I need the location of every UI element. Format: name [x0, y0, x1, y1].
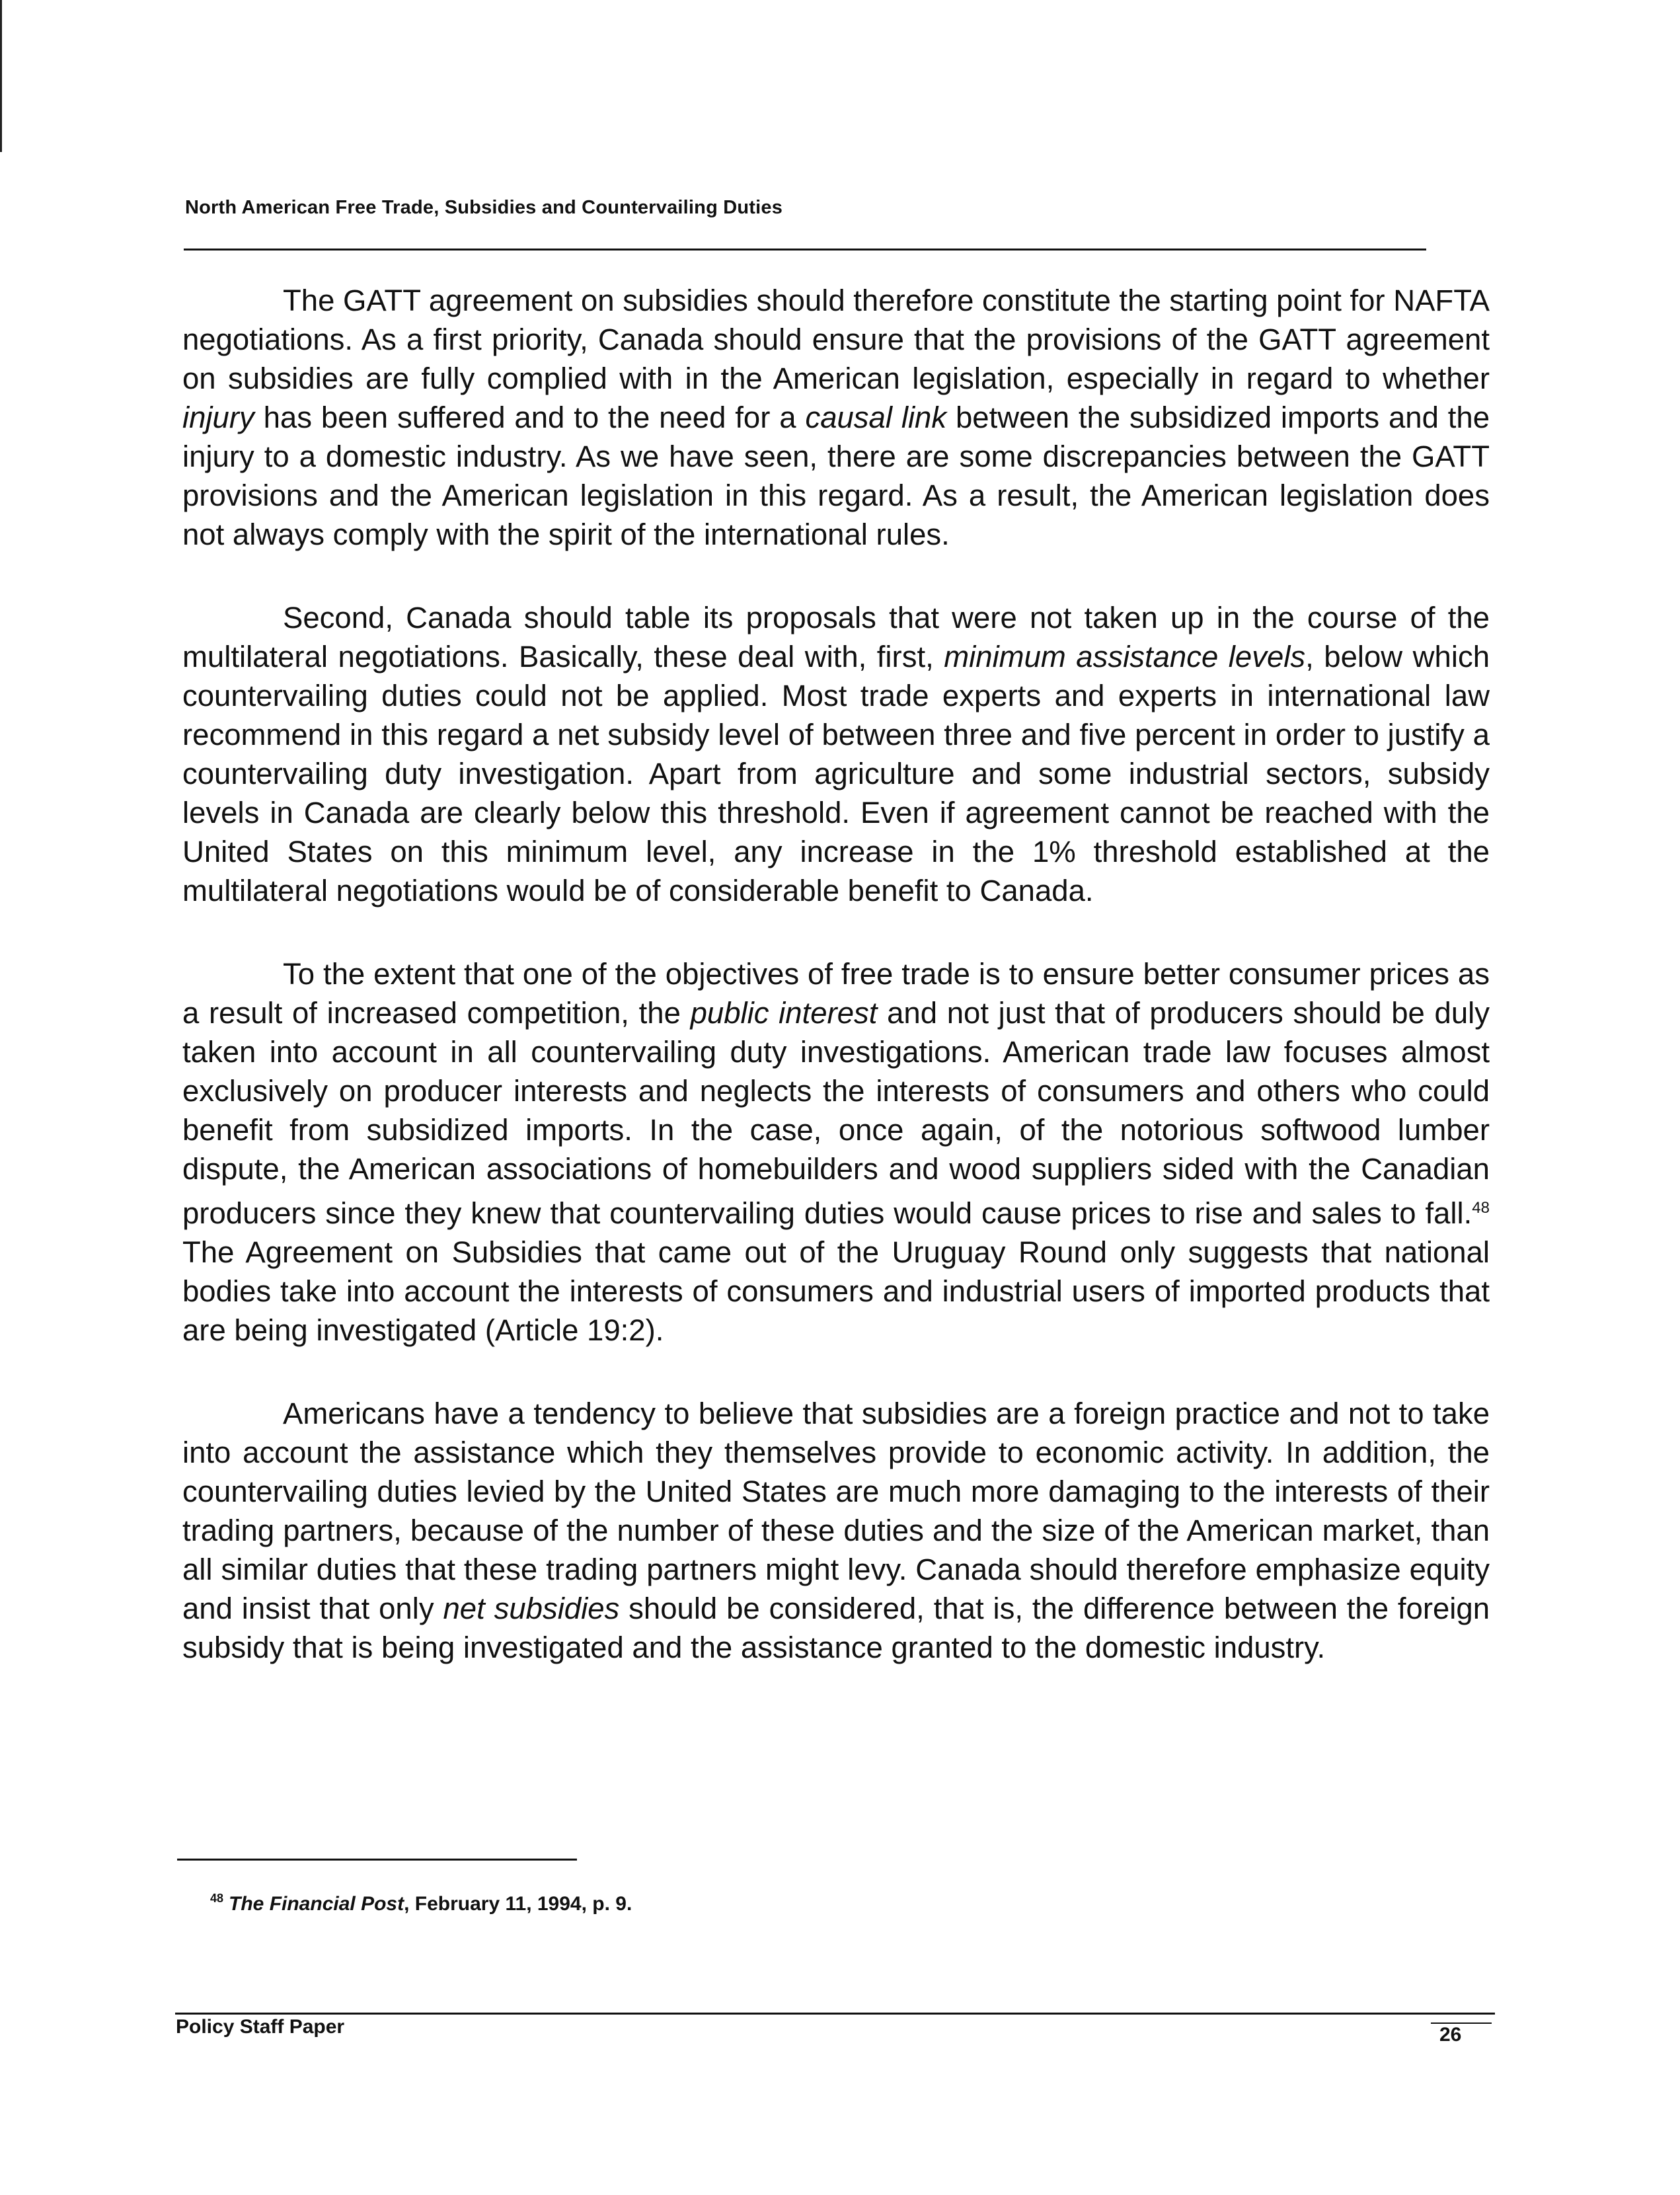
- footnote-reference[interactable]: 48: [1472, 1199, 1490, 1217]
- paragraph-2: [182, 598, 1490, 910]
- footnote-number: 48: [210, 1892, 224, 1905]
- paragraph-4-text: Americans have a tendency to believe that subsidies are a foreign practice and not to take into account the assistance which they themselves provide to economic activity. In addition, the countervailing duties levied by the United States are much more damaging to the interests of their trading partners, because of the number of these duties and the size of the American market, than all similar duties that these trading partners might levy. Canada should therefore emphasize equity and insist that only: [182, 1397, 1490, 1626]
- paragraph-4-text: should be considered, that is, the difference between the foreign subsidy that is being investigated and the assistance granted to the domestic industry.: [182, 1592, 1490, 1665]
- paragraph-4: [182, 1394, 1490, 1667]
- page-number: 26: [1439, 2024, 1462, 2046]
- scan-edge-mark: [0, 0, 2, 152]
- paragraph-1-text: has been suffered and to the need for a: [254, 401, 806, 434]
- footnote: [210, 1892, 632, 1915]
- emphasis-minimum-assistance-levels: minimum assistance levels: [944, 640, 1306, 674]
- header-rule: [184, 249, 1426, 250]
- emphasis-net-subsidies: net subsidies: [443, 1592, 620, 1626]
- paragraph-2-text: Second, Canada should table its proposals that were not taken up in the course of the multilateral negotiations. Basically, these deal with, first,: [182, 601, 1490, 674]
- paragraph-3-text: and not just that of producers should be duly taken into account in all countervailing duty investigations. American trade law focuses almost exclusively on producer interests and neglects the interests of consumers and others who could benefit from subsidized imports. In the case, once again, of the notorious softwood lumber dispute, the American associations of homebuilders and wood suppliers sided with the Canadian producers since they knew that countervailing duties would cause prices to rise and sales to fall.: [182, 996, 1490, 1231]
- paragraph-1-text: The GATT agreement on subsidies should therefore constitute the starting point for NAFTA negotiations. As a first priority, Canada should ensure that the provisions of the GATT agreement on subsidies are fully complied with in the American legislation, especially in regard to whether: [182, 284, 1490, 395]
- emphasis-causal-link: causal link: [805, 401, 947, 434]
- footer-series-title: Policy Staff Paper: [176, 2016, 345, 2038]
- footnote-source: The Financial Post: [229, 1893, 404, 1915]
- paragraph-1-text: between the subsidized imports and the injury to a domestic industry. As we have seen, there are some discrepancies between the GATT provisions and the American legislation in this regard. As a result, the American legislation does not always comply with the spirit of the international rules.: [182, 401, 1490, 551]
- emphasis-public-interest: public interest: [690, 996, 878, 1030]
- paragraph-1: [182, 281, 1490, 554]
- body-text: [182, 281, 1490, 1711]
- emphasis-injury: injury: [182, 401, 254, 434]
- paragraph-3-text: The Agreement on Subsidies that came out of the Uruguay Round only suggests that national bodies take into account the interests of consumers and industrial users of imported products that are being investigated (Article 19:2).: [182, 1235, 1490, 1348]
- running-header: North American Free Trade, Subsidies and Countervailing Duties: [185, 197, 783, 218]
- paragraph-3-text: To the extent that one of the objectives of free trade is to ensure better consumer prices as a result of increased competition, the: [182, 957, 1490, 1030]
- footer-rule: [175, 2013, 1495, 2015]
- footnote-details: , February 11, 1994, p. 9.: [404, 1893, 632, 1915]
- paragraph-3: [182, 954, 1490, 1350]
- footnote-rule: [177, 1859, 577, 1861]
- paragraph-2-text: , below which countervailing duties could not be applied. Most trade experts and experts in international law recommend in this regard a net subsidy level of between three and five percent in order to justify a countervailing duty investigation. Apart from agriculture and some industrial sectors, subsidy levels in Canada are clearly below this threshold. Even if agreement cannot be reached with the United States on this minimum level, any increase in the 1% threshold established at the multilateral negotiations would be of considerable benefit to Canada.: [182, 640, 1490, 907]
